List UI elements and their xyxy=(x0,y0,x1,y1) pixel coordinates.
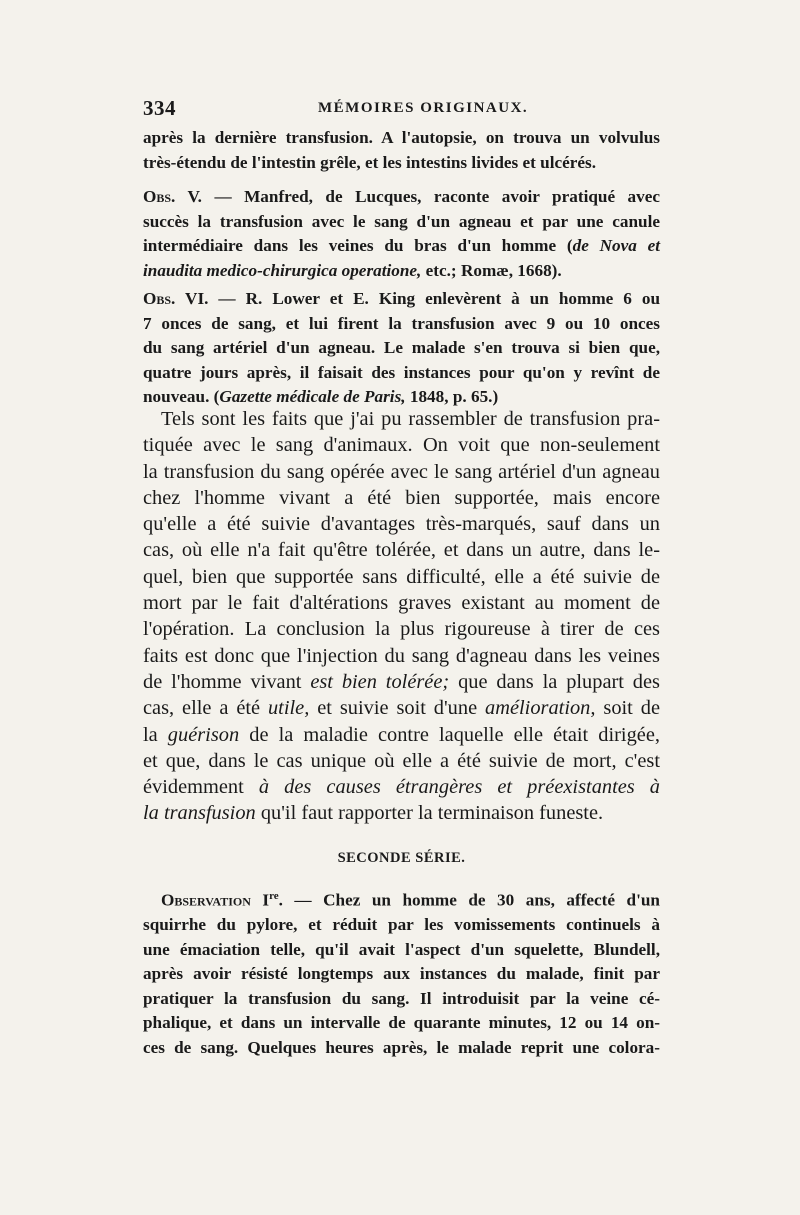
text-line: la transfusion du sang opérée avec le sang artériel d'un agneau xyxy=(143,460,660,483)
conclusion-paragraph xyxy=(143,406,660,827)
text-line: de l'homme vivant est bien tolérée; que dans la plupart des xyxy=(143,670,660,693)
text-line: du sang artériel d'un agneau. Le malade s'en trouva si bien que, xyxy=(143,338,660,357)
page-number: 334 xyxy=(143,96,176,120)
emphasis: la transfusion xyxy=(143,802,256,825)
text-line: l'opération. La conclusion la plus rigoureuse à tirer de ces xyxy=(143,618,660,641)
text-line: cas, où elle n'a fait qu'être tolérée, et dans un autre, dans le- xyxy=(143,539,660,562)
text-line: succès la transfusion avec le sang d'un agneau et par une canule xyxy=(143,211,660,231)
text-line: quel, bien que supportée sans difficulté, elle a été suivie de xyxy=(143,565,660,588)
top-paragraph xyxy=(143,126,660,175)
text-line: intermédiaire dans les veines du bras d'un homme (de Nova et xyxy=(143,236,660,255)
text-line: après avoir résisté longtemps aux instances du malade, finit par xyxy=(143,964,660,984)
text-line: nouveau. (Gazette médicale de Paris, 1848, p. 65.) xyxy=(143,387,499,406)
text-line: faits est donc que l'injection du sang d'agneau dans les veines xyxy=(143,644,660,667)
observation-label: Obs. VI. xyxy=(143,289,209,308)
observation-6 xyxy=(143,287,660,410)
observation-5 xyxy=(143,185,660,283)
emphasis: amélioration, xyxy=(485,697,596,720)
observation-label: Obs. V. xyxy=(143,187,202,206)
text-line: Obs. VI. — R. Lower et E. King enlevèrent à un homme 6 ou xyxy=(143,289,661,308)
text-line: quatre jours après, il faisait des instances pour qu'on y revînt de xyxy=(143,362,660,382)
text-line: Tels sont les faits que j'ai pu rassembler de transfusion pra- xyxy=(161,408,660,430)
text-line: chez l'homme vivant a été bien supportée, mais encore xyxy=(143,486,660,509)
text-line: évidemment à des causes étrangères et préexistantes à xyxy=(143,776,661,799)
text-line: et que, dans le cas unique où elle a été suivie de mort, c'est xyxy=(143,749,660,772)
text-line: la transfusion qu'il faut rapporter la terminaison funeste. xyxy=(143,802,604,825)
text-line: tiquée avec le sang d'animaux. On voit que non-seulement xyxy=(143,434,660,457)
emphasis: guérison xyxy=(167,723,240,746)
text-line: la guérison de la maladie contre laquelle elle était dirigée, xyxy=(143,723,660,746)
text-line: mort par le fait d'altérations graves existant au moment de xyxy=(143,592,660,615)
text-line: cas, elle a été utile, et suivie soit d'une amélioration, soit de xyxy=(143,697,660,720)
text-line: squirrhe du pylore, et réduit par les vomissements continuels à xyxy=(143,915,660,935)
text-line: phalique, et dans un intervalle de quarante minutes, 12 ou 14 on- xyxy=(143,1013,660,1033)
text-line: très-étendu de l'intestin grêle, et les intestins livides et ulcérés. xyxy=(143,152,596,172)
text-line: qu'elle a été suivie d'avantages très-marqués, sauf dans un xyxy=(143,513,660,536)
text-line: après la dernière transfusion. A l'autopsie, on trouva un volvulus xyxy=(143,128,660,147)
text-line: pratiquer la transfusion du sang. Il introduisit par la veine cé- xyxy=(143,988,660,1008)
text-line: ces de sang. Quelques heures après, le malade reprit une colora- xyxy=(143,1037,660,1057)
citation-title: inaudita medico-chirurgica operatione, xyxy=(143,260,422,280)
observation-1 xyxy=(143,884,660,1060)
emphasis: à des causes étrangères et préexistantes à xyxy=(258,776,661,799)
text-line: inaudita medico-chirurgica operatione, etc.; Romæ, 1668). xyxy=(143,260,562,280)
emphasis: est bien tolérée; xyxy=(310,670,450,693)
text-line: Observation Ire. — Chez un homme de 30 ans, affecté d'un xyxy=(161,890,660,910)
running-title: MÉMOIRES ORIGINAUX. xyxy=(318,100,529,116)
text-line: Obs. V. — Manfred, de Lucques, raconte avoir pratiqué avec xyxy=(143,187,660,206)
page-header xyxy=(143,96,659,122)
section-title: SECONDE SÉRIE. xyxy=(337,850,466,866)
citation-title: Gazette médicale de Paris, xyxy=(219,387,406,406)
text-line: 7 onces de sang, et lui firent la transfusion avec 9 ou 10 onces xyxy=(143,313,660,333)
text-line: une émaciation telle, qu'il avait l'aspect d'un squelette, Blundell, xyxy=(143,939,660,959)
observation-label: Observation xyxy=(161,890,251,910)
emphasis: utile, xyxy=(267,697,310,720)
